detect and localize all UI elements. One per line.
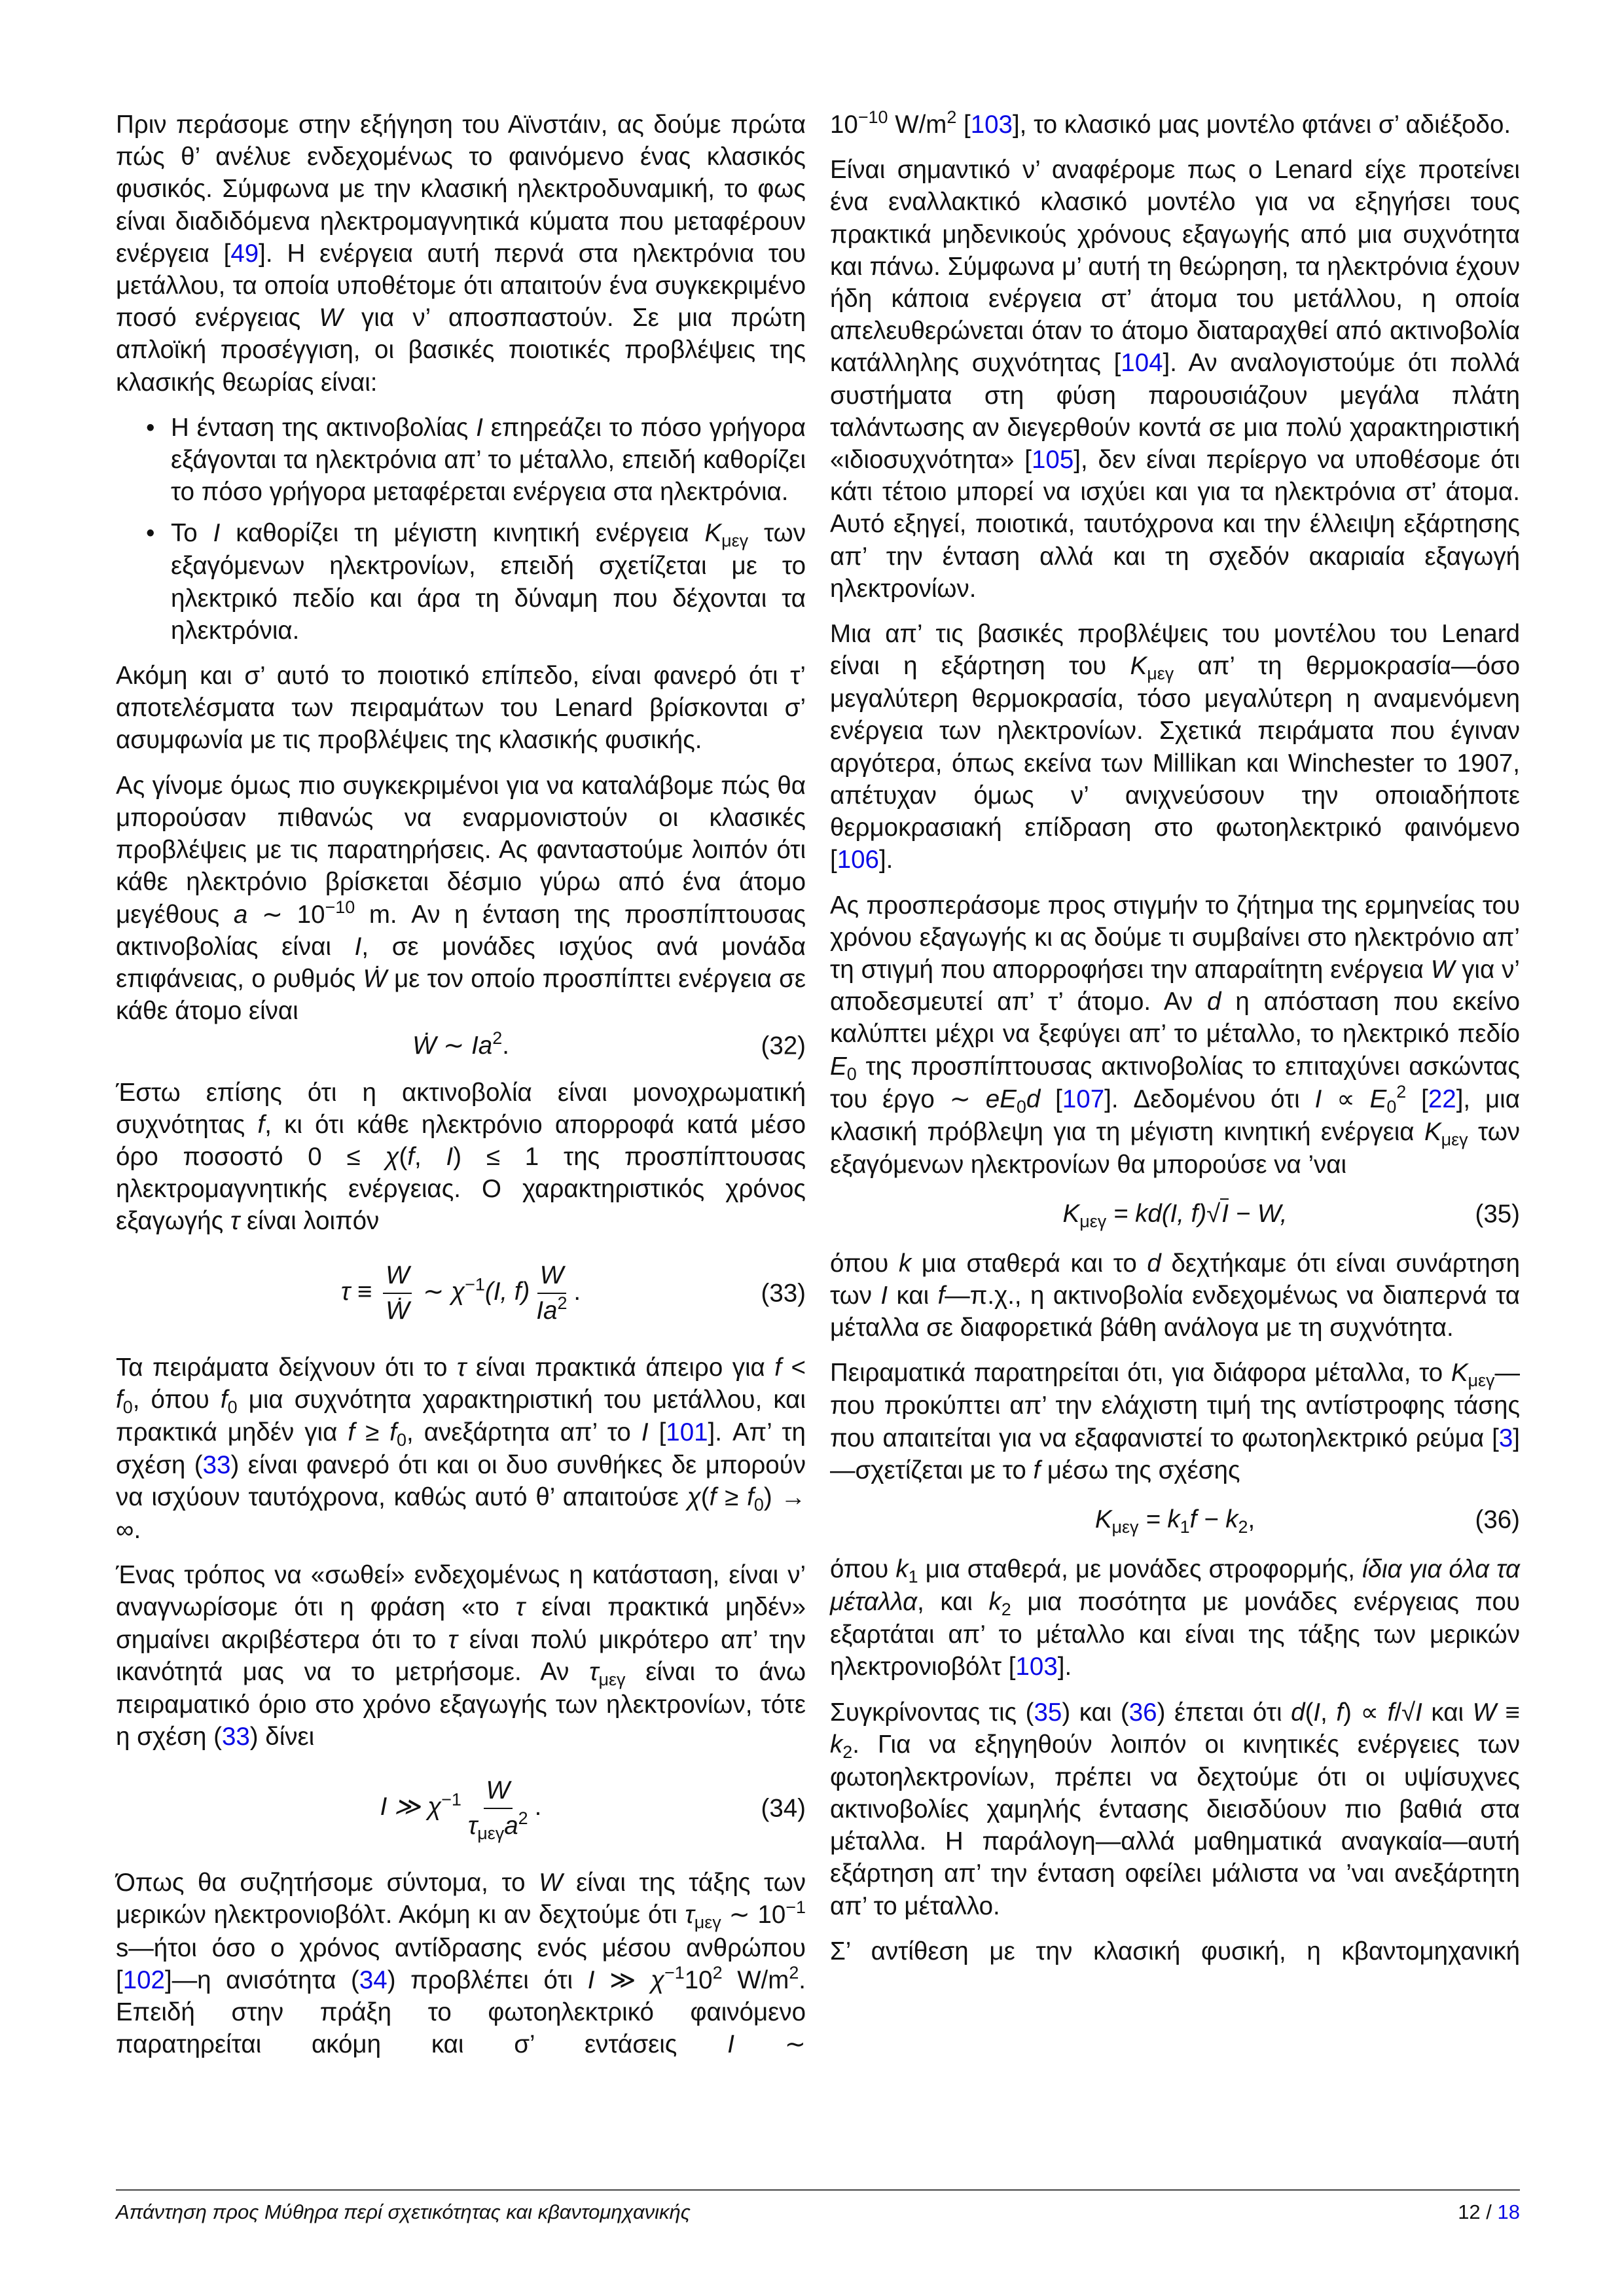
text-run: των εξαγόμενων ηλεκτρονίων θα μπορούσε να ’ναι (830, 1117, 1520, 1179)
text-run: , και (917, 1588, 989, 1617)
text-run: για ν’ αποδεσμευτεί απ’ τ’ άτομο. Αν (830, 955, 1520, 1016)
numerator: W (484, 1774, 513, 1809)
paragraph (116, 1559, 806, 1753)
text-run: ]—σχετίζεται με το (830, 1424, 1520, 1484)
equation-32 (116, 1030, 806, 1062)
eq-subscript: μεγ (1111, 1517, 1139, 1537)
paragraph (116, 1352, 806, 1547)
citation-link[interactable]: 33 (202, 1450, 231, 1479)
math-italic: τ (515, 1593, 526, 1622)
text-run: Ακόμη και σ’ αυτό το ποιοτικό επίπεδο, είναι φανερό ότι τ’ αποτελέσματα των πειραμάτων του Lenard βρίσκονται σ’ ασυμφωνία με τις προβλέψεις της κλασικής φυσικής. (116, 662, 806, 755)
math-italic: K (1130, 652, 1147, 681)
equation-number: (34) (761, 1794, 806, 1823)
text-run: επηρεάζει το πόσο γρήγορα εξάγονται τα ηλεκτρόνια απ’ το μέταλλο, επειδή καθορίζει το πόσο γρήγορα μεταφέρεται ενέργεια στα ηλεκτρόνια. (171, 413, 806, 507)
eq-term: − W, (1229, 1199, 1288, 1228)
equation-body (412, 1030, 509, 1062)
paragraph (830, 618, 1520, 876)
denominator (533, 1294, 569, 1328)
math-italic: I (1314, 1085, 1322, 1113)
text-run: Σ’ αντίθεση με την κλασική φυσική, η κβαντομηχανική (830, 1937, 1520, 1965)
math-italic: τ (230, 1207, 240, 1236)
paragraph (116, 660, 806, 757)
text-run: μια σταθερά, με μονάδες στροφορμής, (918, 1555, 1363, 1584)
subscript: 0 (1016, 1096, 1026, 1117)
eq-term: χ (427, 1793, 442, 1821)
text-run: —που προκύπτει απ’ την ελάχιστη τιμή της αντίστροφης τάσης που απαιτείται για να εξαφανιστεί το φωτοηλεκτρικό ρεύμα [ (830, 1359, 1520, 1452)
eq-subscript: μεγ (1079, 1211, 1107, 1231)
math-italic: I (1313, 1698, 1321, 1727)
eq-subscript: 1 (1180, 1517, 1190, 1537)
math-italic: W (1430, 955, 1455, 984)
superscript: −10 (325, 897, 355, 917)
superscript: 2 (789, 1962, 799, 1982)
eq-subscript: μεγ (477, 1823, 505, 1844)
eq-exponent: 2 (557, 1293, 568, 1313)
citation-link[interactable]: 106 (837, 846, 879, 874)
eq-exponent: 2 (492, 1028, 503, 1049)
math-italic: d (1147, 1249, 1161, 1278)
math-italic: I (446, 1142, 454, 1171)
math-italic: f (747, 1483, 754, 1511)
eq-punct: . (573, 1277, 581, 1306)
math-italic: f (937, 1282, 945, 1310)
subscript: μεγ (1468, 1371, 1495, 1391)
text-run: ]—η ανισότητα ( (164, 1965, 359, 1994)
text-run: είναι πρακτικά μηδέν» σημαίνει ακριβέστερα ότι το (116, 1593, 806, 1654)
text-run: μέσω της σχέσης (1040, 1456, 1240, 1484)
equation-body (1063, 1198, 1288, 1230)
citation-link[interactable]: 49 (230, 239, 259, 268)
text-run: /√ (1394, 1698, 1416, 1727)
citation-link[interactable]: 34 (359, 1965, 388, 1994)
citation-link[interactable]: 33 (221, 1723, 250, 1751)
text-run: απ’ τη θερμοκρασία—όσο μεγαλύτερη θερμοκρασία, τόσο μεγαλύτερη η αναμενόμενη ενέργεια των ηλεκτρονίων. Σχετικά πειράματα που έγιναν αργότερα, όπως εκείνα των Millikan και Winchester το 1907, απέτυχαν όμως ν’ ανιχνεύσουν την οποιαδήποτε θερμοκρασιακή επίδραση στο φωτοηλεκτρικό φαινόμενο [ (830, 652, 1520, 874)
equation-body (341, 1259, 581, 1328)
subscript: 2 (1001, 1600, 1011, 1620)
math-italic: f (1336, 1698, 1344, 1727)
paragraph (830, 1357, 1520, 1486)
math-italic: k (830, 1730, 843, 1759)
text-run: είναι της τάξης των μερικών ηλεκτρονιοβόλτ. Ακόμη κι αν δεχτούμε ότι (116, 1869, 806, 1929)
text-run: όπου (830, 1555, 896, 1584)
text-run: < (782, 1353, 806, 1382)
math-italic: τ (685, 1901, 695, 1929)
text-run: Έστω επίσης ότι η ακτινοβολία είναι μονοχρωματική συχνότητας (116, 1078, 806, 1139)
total-pages-link[interactable]: 18 (1497, 2200, 1520, 2223)
equation-33 (116, 1257, 806, 1329)
denominator (465, 1809, 531, 1843)
text-run: , όπου (132, 1385, 221, 1414)
text-run: , (1320, 1698, 1337, 1727)
paragraph (830, 154, 1520, 605)
math-italic: W (319, 304, 343, 332)
right-column (830, 109, 1520, 1981)
text-run: δεχτήκαμε ότι είναι συνάρτηση των (830, 1249, 1520, 1310)
math-italic: I (880, 1282, 888, 1310)
math-italic: I (354, 932, 362, 961)
math-italic: f (407, 1142, 415, 1171)
paragraph (116, 1867, 806, 2060)
text-run: ], δεν είναι περίεργο να υποθέσομε ότι κάτι τέτοιο μπορεί να ισχύει και για τα ηλεκτρόνια στ’ άτομα. Αυτό εξηγεί, ποιοτικά, ταυτόχρονα και την έλλειψη εξάρτησης απ’ την ένταση αλλά και τη σχεδόν ακαριαία εξαγωγή ηλεκτρονίων. (830, 446, 1520, 603)
text-run: ≡ (1496, 1698, 1521, 1727)
text-run: ( (399, 1142, 408, 1171)
text-run: ( (700, 1483, 710, 1511)
text-run: και (1422, 1698, 1473, 1727)
text-run: m. Αν η ένταση της προσπίπτουσας ακτινοβολίας είναι (116, 900, 806, 961)
superscript: 2 (947, 107, 957, 128)
eq-subscript: 2 (1238, 1517, 1248, 1537)
math-italic: χ (651, 1965, 665, 1994)
text-run: της προσπίπτουσας ακτινοβολίας το επιταχύνει ασκώντας του έργο ∼ (830, 1052, 1520, 1113)
eq-punct: . (502, 1031, 509, 1060)
text-run: 10 (830, 111, 858, 139)
equation-36 (830, 1497, 1520, 1543)
math-italic: I (213, 519, 221, 548)
text-run: ∼ (734, 2030, 806, 2059)
citation-link[interactable]: 104 (1121, 349, 1163, 378)
text-run: ]. (878, 846, 893, 874)
text-run: Όπως θα συζητήσομε σύντομα, το (116, 1869, 539, 1897)
bullet-list (116, 412, 806, 647)
text-run: , ανεξάρτητα απ’ το (406, 1418, 641, 1446)
text-run: Μια απ’ τις βασικές προβλέψεις του μοντέλου του Lenard είναι η εξάρτηση του (830, 620, 1520, 681)
left-column (116, 109, 806, 2073)
math-italic: ίδια για όλα τα μέταλλα (830, 1555, 1520, 1617)
eq-term: I ≫ (380, 1793, 428, 1821)
numerator: W (537, 1259, 566, 1294)
text-run: W/m (722, 1965, 789, 1994)
equation-34 (116, 1772, 806, 1844)
eq-term: K (1094, 1505, 1112, 1534)
text-run: είναι πρακτικά άπειρο για (466, 1353, 775, 1382)
text-run: ∼ 10 (721, 1901, 786, 1929)
eq-term: K (1062, 1199, 1080, 1228)
text-run: ], μια κλασική πρόβλεψη για τη μέγιστη κινητική ενέργεια (830, 1085, 1520, 1146)
equation-body (380, 1774, 542, 1843)
text-run: [ (648, 1418, 666, 1446)
paragraph (116, 109, 806, 399)
eq-term: Ia (471, 1031, 493, 1060)
text-run: s—ήτοι όσο ο χρόνος αντίδρασης ενός μέσου ανθρώπου [ (116, 1933, 806, 1994)
text-run: [ (1040, 1085, 1062, 1113)
eq-term: f − k (1189, 1505, 1238, 1534)
bullet-item (116, 517, 806, 647)
text-run: Το (171, 519, 213, 548)
paragraph (116, 770, 806, 1028)
text-run: ) → ∞. (116, 1483, 806, 1545)
footer-divider (116, 2189, 1520, 2191)
math-italic: I (1415, 1698, 1422, 1727)
paragraph (830, 1247, 1520, 1344)
text-run: ], το κλασικό μας μοντέλο φτάνει σ’ αδιέξοδο. (1012, 111, 1511, 139)
text-run: όπου (830, 1249, 899, 1278)
text-run: ∝ (1322, 1085, 1370, 1113)
text-run: μια σταθερά και το (911, 1249, 1147, 1278)
eq-term: = k (1138, 1505, 1180, 1534)
math-italic: k (895, 1555, 909, 1584)
subscript: 0 (846, 1064, 857, 1084)
text-run: ) ≤ 1 της προσπίπτουσας ηλεκτρομαγνητικής ενέργειας. Ο χαρακτηριστικός χρόνος εξαγωγής (116, 1142, 806, 1236)
text-run: ≥ (716, 1483, 748, 1511)
text-run: για ν’ αποσπαστούν. Σε μια πρώτη απλοϊκή προσέγγιση, οι βασικές ποιοτικές προβλέψεις της κλασικής θεωρίας είναι: (116, 304, 806, 397)
eq-exponent: 2 (518, 1808, 528, 1829)
math-italic: f (774, 1353, 782, 1382)
text-run: 10 (684, 1965, 713, 1994)
text-run: ) προβλέπει ότι (387, 1965, 588, 1994)
citation-link[interactable]: 22 (1428, 1085, 1456, 1113)
eq-term: χ (451, 1277, 465, 1306)
text-run: και (888, 1282, 938, 1310)
text-run: ]. Δεδομένου ότι (1104, 1085, 1315, 1113)
text-run: είναι το άνω πειραματικό όριο στο χρόνο εξαγωγής των ηλεκτρονίων, τότε η σχέση ( (116, 1657, 806, 1751)
eq-punct: . (534, 1793, 542, 1821)
text-run: Ένας τρόπος να «σωθεί» ενδεχομένως η κατάσταση, είναι ν’ αναγνωρίσομε ότι η φράση «το (116, 1561, 806, 1622)
sqrt-argument: I (1221, 1199, 1229, 1228)
text-run: , κι ότι κάθε ηλεκτρόνιο απορροφά κατά μέσο όρο ποσοστό 0 ≤ (116, 1110, 806, 1171)
eq-exponent: −1 (441, 1789, 461, 1810)
math-italic: τ (448, 1625, 458, 1654)
text-run: μια συχνότητα χαρακτηριστική του μετάλλου, και πρακτικά μηδέν για (116, 1385, 806, 1446)
subscript: μεγ (721, 531, 749, 551)
superscript: −1 (664, 1962, 685, 1982)
paragraph (830, 109, 1520, 141)
citation-link[interactable]: 103 (970, 111, 1013, 139)
subscript: μεγ (1147, 664, 1174, 684)
subscript: 0 (753, 1495, 764, 1515)
text-run: ) είναι φανερό ότι και οι δυο συνθήκες δε μπορούν να ισχύουν ταυτόχρονα, καθώς αυτό θ’ απαιτούσε (116, 1450, 806, 1511)
math-italic: χ (385, 1142, 399, 1171)
text-run: [ (1406, 1085, 1428, 1113)
math-italic: E (830, 1052, 847, 1081)
math-italic: f (1387, 1698, 1395, 1727)
equation-number: (36) (1475, 1505, 1520, 1534)
math-italic: χ (687, 1483, 701, 1511)
text-run: ]. Απ’ τη σχέση ( (116, 1418, 806, 1479)
math-italic: K (704, 519, 722, 548)
math-italic: eE (985, 1085, 1017, 1113)
subscript: μεγ (598, 1669, 626, 1689)
math-italic: f (389, 1418, 397, 1446)
text-run: καθορίζει τη μέγιστη κινητική ενέργεια (220, 519, 705, 548)
math-italic: K (1424, 1117, 1441, 1146)
math-italic: W (539, 1869, 563, 1897)
math-italic: K (1451, 1359, 1468, 1388)
citation-link[interactable]: 36 (1128, 1698, 1157, 1727)
eq-punct: , (1248, 1505, 1255, 1534)
text-run: Ας προσπεράσομε προς στιγμήν το ζήτημα της ερμηνείας του χρόνου εξαγωγής κι ας δούμε τι συμβαίνει στο ηλεκτρόνιο απ’ τη στιγμή που απορροφήσει την απαραίτητη ενέργεια (830, 891, 1520, 984)
bullet-item (116, 412, 806, 509)
text-run: ≫ (594, 1965, 651, 1994)
text-run: ) δίνει (249, 1723, 315, 1751)
math-italic: f (116, 1385, 123, 1414)
math-italic: f (1033, 1456, 1041, 1484)
math-italic: τ (589, 1657, 599, 1686)
eq-term: Ẇ (412, 1031, 437, 1060)
den-term: Ia (536, 1296, 558, 1325)
equation-number: (32) (761, 1031, 806, 1060)
subscript: 1 (908, 1567, 918, 1587)
text-run: [ (956, 111, 971, 139)
text-run: των εξαγόμενων ηλεκτρονίων, επειδή σχετίζεται με το ηλεκτρικό πεδίο και άρα τη δύναμη που δέχονται τα ηλεκτρόνια. (171, 519, 806, 645)
subscript: μεγ (694, 1912, 721, 1933)
citation-link[interactable]: 105 (1032, 446, 1074, 475)
text-run: Συγκρίνοντας τις ( (830, 1698, 1034, 1727)
text-run: ) ∝ (1343, 1698, 1388, 1727)
page-number (1458, 2200, 1520, 2224)
text-run: , (414, 1142, 446, 1171)
subscript: 0 (1386, 1096, 1397, 1117)
text-run: Η ένταση της ακτινοβολίας (171, 413, 477, 442)
superscript: 2 (1396, 1081, 1407, 1102)
text-run: ∼ 10 (247, 900, 325, 929)
paragraph (830, 1696, 1520, 1922)
text-run: είναι πολύ μικρότερο απ’ την ικανότητά μας να το μετρήσομε. Αν (116, 1625, 806, 1686)
math-italic: E (1369, 1085, 1387, 1113)
math-italic: I (641, 1418, 649, 1446)
eq-term: = kd(I, f) (1106, 1199, 1207, 1228)
text-run: Τα πειράματα δείχνουν ότι το (116, 1353, 457, 1382)
text-run: ]. (1057, 1653, 1072, 1681)
math-italic: d (1026, 1085, 1041, 1113)
math-italic: f (220, 1385, 228, 1414)
text-run: ]. Αν αναλογιστούμε ότι πολλά συστήματα στη φύση παρουσιάζουν μεγάλα πλάτη ταλάντωσης αν διεγερθούν κοντά σε μια πολύ χαρακτηριστική «ιδιοσυχνότητα» [ (830, 349, 1520, 475)
math-italic: a (233, 900, 248, 929)
paragraph (830, 1553, 1520, 1683)
subscript: 0 (122, 1397, 133, 1417)
citation-link[interactable]: 3 (1498, 1424, 1513, 1452)
text-run: είναι λοιπόν (240, 1207, 380, 1236)
equation-number: (33) (761, 1278, 806, 1307)
text-run: ) και ( (1062, 1698, 1129, 1727)
running-footer-title: Απάντηση προς Μύθηρα περί σχετικότητας και κβαντομηχανικής (116, 2200, 691, 2223)
den-term: τ (467, 1812, 478, 1840)
den-term: a (504, 1812, 518, 1840)
eq-args: (I, f) (484, 1277, 530, 1306)
fraction (383, 1259, 412, 1328)
citation-link[interactable]: 101 (666, 1418, 708, 1446)
math-italic: d (1291, 1698, 1305, 1727)
math-italic: W (1472, 1698, 1496, 1727)
math-italic: τ (456, 1353, 467, 1382)
fraction (465, 1774, 531, 1843)
subscript: 2 (842, 1742, 853, 1762)
math-italic: I (587, 1965, 595, 1994)
superscript: −10 (857, 107, 888, 128)
text-run: Πριν περάσομε στην εξήγηση του Αϊνστάιν, ας δούμε πρώτα πώς θ’ ανέλυε ενδεχομένως το φαινόμενο ένας κλασικός φυσικός. Σύμφωνα με την κλασική ηλεκτροδυναμική, το φως είναι διαδιδόμενα ηλεκτρομαγνητικά κύματα που μεταφέρουν ενέργεια [ (116, 111, 806, 268)
text-run: ( (1305, 1698, 1314, 1727)
paragraph (830, 889, 1520, 1181)
text-run: —π.χ., η ακτινοβολία ενδεχομένως να διαπερνά τα μέταλλα σε διαφορετικά βάθη ανάλογα με τη συχνότητα. (830, 1282, 1521, 1342)
math-italic: k (988, 1588, 1001, 1617)
text-run: , σε μονάδες ισχύος ανά μονάδα επιφάνειας, ο ρυθμός (116, 932, 806, 993)
eq-exponent: −1 (465, 1274, 485, 1294)
math-italic: f (709, 1483, 717, 1511)
equation-35 (830, 1191, 1520, 1237)
text-run: W/m (888, 111, 947, 139)
citation-link[interactable]: 107 (1062, 1085, 1105, 1113)
citation-link[interactable]: 103 (1015, 1653, 1058, 1681)
text-run: ≥ (355, 1418, 390, 1446)
fraction (533, 1259, 569, 1328)
math-italic: I (727, 2030, 734, 2059)
math-italic: f (348, 1418, 355, 1446)
text-run: Πειραματικά παρατηρείται ότι, για διάφορα μέταλλα, το (830, 1359, 1451, 1388)
eq-relation: ∼ (436, 1031, 472, 1060)
citation-link[interactable]: 35 (1034, 1698, 1062, 1727)
subscript: μεγ (1441, 1129, 1468, 1149)
text-run: Ας γίνομε όμως πιο συγκεκριμένοι για να καταλάβομε πώς θα μπορούσαν πιθανώς να εναρμονιστούν οι κλασικές προβλέψεις με τις παρατηρήσεις. Ας φανταστούμε λοιπόν ότι κάθε ηλεκτρόνιο βρίσκεται δέσμιο γύρω από ένα άτομο μεγέθους (116, 771, 806, 929)
numerator: W (383, 1259, 412, 1294)
superscript: −1 (785, 1897, 806, 1918)
paragraph (116, 1077, 806, 1238)
sqrt-sign: √ (1206, 1199, 1221, 1228)
eq-relation: ∼ (416, 1277, 452, 1306)
text-run: η απόσταση που εκείνο καλύπτει μέχρι να ξεφύγει απ’ το μέταλλο, το ηλεκτρικό πεδίο (830, 988, 1520, 1049)
text-run: . Για να εξηγηθούν λοιπόν οι κινητικές ενέργειες των φωτοηλεκτρονίων, πρέπει να δεχτούμε ότι οι υψίσυχνες ακτινοβολίες χαμηλής έντασης διεισδύουν πιο βαθιά στα μέταλλα. Η παράλογη—αλλά μαθηματικά αναγκαία—αυτή εξάρτηση απ’ την ένταση οφείλει μάλιστα να ’ναι ανεξάρτητη απ’ το μέταλλο. (830, 1730, 1520, 1920)
denominator: Ẇ (386, 1296, 410, 1325)
superscript: 2 (712, 1962, 723, 1982)
citation-link[interactable]: 102 (122, 1965, 165, 1994)
subscript: 0 (227, 1397, 238, 1417)
equation-body (1095, 1503, 1255, 1536)
math-italic: Ẇ (363, 964, 387, 993)
eq-term: τ ≡ (340, 1277, 380, 1306)
subscript: 0 (396, 1429, 406, 1450)
math-italic: f (257, 1110, 265, 1139)
text-run: . Επειδή στην πράξη το φωτοηλεκτρικό φαινόμενο παρατηρείται ακόμη και σ’ εντάσεις (116, 1965, 806, 2059)
equation-number: (35) (1475, 1200, 1520, 1229)
text-run: Είναι σημαντικό ν’ αναφέρομε πως ο Lenard είχε προτείνει ένα εναλλακτικό κλασικό μοντέλο για να εξηγήσει τους πρακτικά μηδενικούς χρόνους εξαγωγής από μια συχνότητα και πάνω. Σύμφωνα μ’ αυτή τη θεώρηση, τα ηλεκτρόνια έχουν ήδη κάποια ενέργεια στ’ άτομα του μετάλλου, η οποία απελευθερώνεται όταν το άτομο διαταραχθεί από ακτινοβολία κατάλληλης συχνότητας [ (830, 156, 1520, 378)
math-italic: d (1207, 988, 1221, 1016)
paragraph (830, 1935, 1520, 1967)
math-italic: I (476, 413, 483, 442)
text-run: μια ποσότητα με μονάδες ενέργειας που εξαρτάται απ’ το μέταλλο και είναι της τάξης των μερικών ηλεκτρονιοβόλτ [ (830, 1588, 1520, 1681)
current-page: 12 (1458, 2200, 1481, 2223)
math-italic: k (898, 1249, 912, 1278)
page-separator: / (1480, 2200, 1498, 2223)
text-run: ) έπεται ότι (1157, 1698, 1291, 1727)
text-run: με τον οποίο προσπίπτει ενέργεια σε κάθε άτομο είναι (116, 964, 806, 1026)
text-run: ]. Η ενέργεια αυτή περνά στα ηλεκτρόνια του μετάλλου, τα οποία υποθέτομε ότι απαιτούν ένα συγκεκριμένο ποσό ενέργειας (116, 239, 806, 332)
